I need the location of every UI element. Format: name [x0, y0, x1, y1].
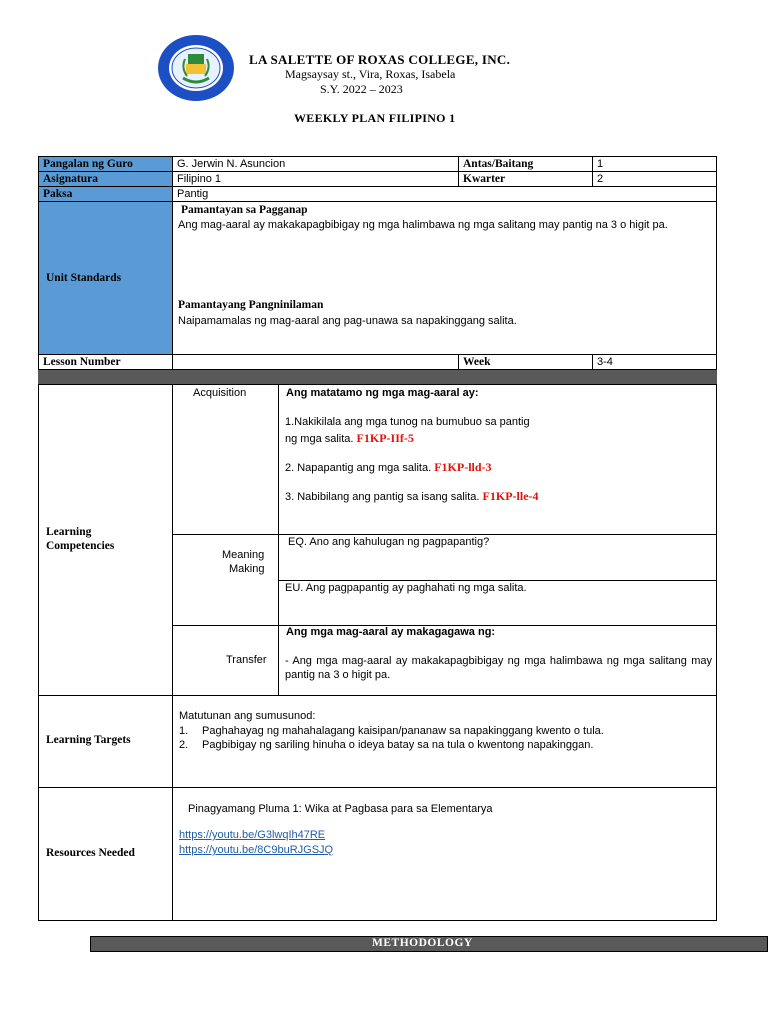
resource-book: Pinagyamang Pluma 1: Wika at Pagbasa para sa Elementarya — [188, 803, 493, 815]
methodology-label: METHODOLOGY — [372, 937, 473, 949]
resource-link-2[interactable]: https://youtu.be/8C9buRJGSJQ — [179, 844, 334, 856]
unit-standards-content-cell — [172, 201, 717, 355]
lesson-number-value-cell — [172, 354, 459, 370]
resources-label: Resources Needed — [46, 847, 135, 859]
grade-label: Antas/Baitang — [463, 158, 534, 170]
meaning-making-label-cell — [172, 534, 279, 626]
competencies-label-line1: Learning — [46, 526, 92, 538]
grade-value-cell — [592, 156, 717, 172]
week-label-cell — [458, 354, 593, 370]
subject-value: Filipino 1 — [177, 173, 222, 185]
topic-value: Pantig — [177, 188, 209, 200]
competency-item-3-code: F1KP-lle-4 — [482, 489, 539, 503]
acquisition-label: Acquisition — [193, 387, 247, 399]
content-standard-heading: Pamantayang Pangninilaman — [178, 299, 324, 311]
methodology-bar — [90, 936, 768, 952]
topic-label: Paksa — [43, 188, 73, 200]
topic-value-cell — [172, 186, 717, 202]
learning-target-1: Paghahayag ng mahahalagang kaisipan/pananaw sa napakinggang kwento o tula. — [202, 725, 604, 737]
competency-item-2 — [285, 460, 492, 475]
competencies-label-cell — [38, 384, 173, 696]
learning-targets-label-cell — [38, 695, 173, 788]
transfer-content-cell — [278, 625, 717, 696]
essential-question-cell — [278, 534, 717, 581]
week-value: 3-4 — [597, 356, 613, 368]
subject-value-cell — [172, 171, 459, 187]
essential-question: EQ. Ano ang kahulugan ng pagpapantig? — [288, 536, 490, 548]
resource-link-1[interactable]: https://youtu.be/G3lwqIh47RE — [179, 829, 326, 841]
teacher-label: Pangalan ng Guro — [43, 158, 133, 170]
school-logo — [157, 34, 235, 102]
plan-title: WEEKLY PLAN FILIPINO 1 — [294, 111, 456, 125]
essential-understanding: EU. Ang pagpapantig ay paghahati ng mga salita. — [285, 582, 527, 594]
school-address: Magsaysay st., Vira, Roxas, Isabela — [285, 67, 456, 81]
content-standard-text: Naipamamalas ng mag-aaral ang pag-unawa sa napakinggang salita. — [178, 315, 517, 327]
week-label: Week — [463, 356, 491, 368]
learning-target-1-number: 1. — [179, 725, 189, 737]
competency-item-2-text: 2. Napapantig ang mga salita. — [285, 462, 432, 474]
transfer-text: - Ang mga mag-aaral ay makakapagbibigay ng mga halimbawa ng mga salitang may pantig na 3 o higit pa. — [285, 655, 712, 681]
competency-item-3-text: 3. Nabibilang ang pantig sa isang salita. — [285, 491, 480, 503]
essential-understanding-cell — [278, 580, 717, 626]
competency-item-3 — [285, 489, 539, 504]
transfer-heading: Ang mga mag-aaral ay makagagawa ng: — [286, 626, 496, 638]
learning-targets-content-cell — [172, 695, 717, 788]
learning-target-2-number: 2. — [179, 739, 189, 751]
teacher-value: G. Jerwin N. Asuncion — [177, 158, 286, 170]
teacher-label-cell — [38, 156, 173, 172]
divider-band — [38, 370, 717, 385]
grade-label-cell — [458, 156, 593, 172]
acquisition-heading: Ang matatamo ng mga mag-aaral ay: — [286, 387, 479, 399]
resources-label-cell — [38, 787, 173, 921]
competency-item-2-code: F1KP-lld-3 — [434, 460, 492, 474]
meaning-making-label-line2: Making — [229, 563, 265, 575]
acquisition-content-cell — [278, 384, 717, 535]
transfer-label-cell — [172, 625, 279, 696]
grade-value: 1 — [597, 158, 604, 170]
learning-target-2: Pagbibigay ng sariling hinuha o ideya batay sa na tula o kwentong napakinggan. — [202, 739, 594, 751]
quarter-value: 2 — [597, 173, 604, 185]
subject-label-cell — [38, 171, 173, 187]
competency-item-1-line2 — [285, 431, 414, 446]
unit-standards-label-cell — [38, 201, 173, 355]
lesson-number-label-cell — [38, 354, 173, 370]
unit-standards-label: Unit Standards — [46, 272, 122, 284]
quarter-value-cell — [592, 171, 717, 187]
meaning-making-label-line1: Meaning — [222, 549, 265, 561]
competency-item-1-code: F1KP-IIf-5 — [356, 431, 414, 445]
competency-item-1-line1: 1.Nakikilala ang mga tunog na bumubuo sa pantig — [285, 416, 530, 428]
teacher-value-cell — [172, 156, 459, 172]
competencies-label-line2: Competencies — [46, 540, 115, 552]
resources-content-cell — [172, 787, 717, 921]
performance-standard-heading: Pamantayan sa Pagganap — [181, 204, 308, 216]
performance-standard-text: Ang mag-aaral ay makakapagbibigay ng mga halimbawa ng mga salitang may pantig na 3 o higit pa. — [178, 219, 668, 231]
learning-targets-label: Learning Targets — [46, 734, 131, 746]
week-value-cell — [592, 354, 717, 370]
school-name: LA SALETTE OF ROXAS COLLEGE, INC. — [249, 52, 511, 67]
learning-targets-intro: Matutunan ang sumusunod: — [179, 710, 316, 722]
quarter-label: Kwarter — [463, 173, 506, 185]
acquisition-label-cell — [172, 384, 279, 535]
lesson-number-label: Lesson Number — [43, 356, 121, 368]
topic-label-cell — [38, 186, 173, 202]
subject-label: Asignatura — [43, 173, 98, 185]
school-year: S.Y. 2022 – 2023 — [320, 82, 403, 96]
competency-item-1-text: ng mga salita. — [285, 433, 354, 445]
quarter-label-cell — [458, 171, 593, 187]
transfer-label: Transfer — [226, 654, 267, 666]
